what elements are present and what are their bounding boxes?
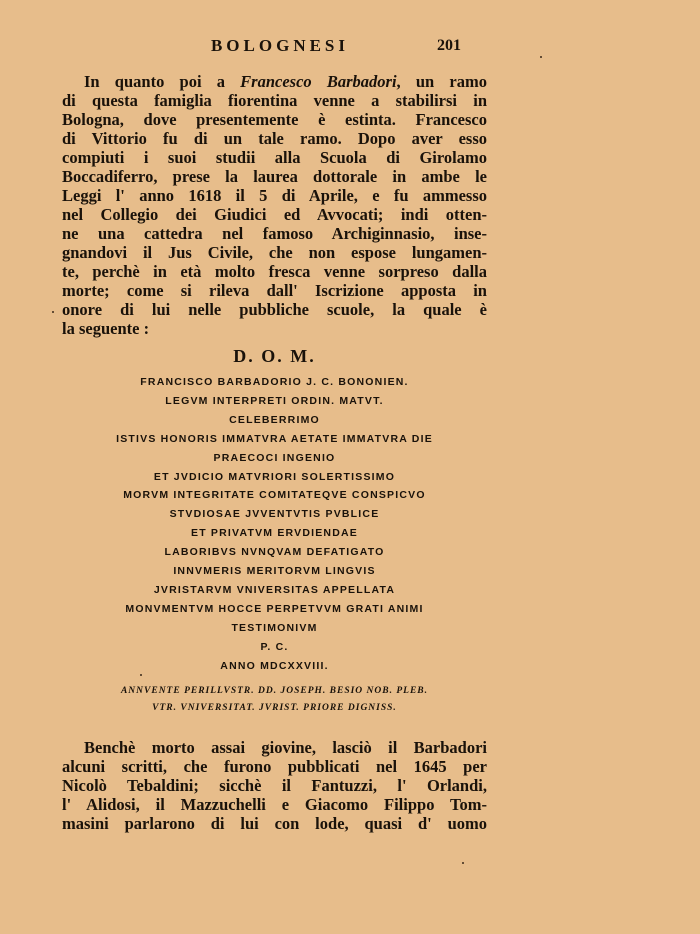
latin-inscription [62, 346, 487, 676]
text-line: In quanto poi a Francesco Barbadori, un ramo [84, 72, 487, 91]
inscription-line: ET JVDICIO MATVRIORI SOLERTISSIMO [153, 470, 396, 483]
subscript-line: VTR. VNIVERSITAT. JVRIST. PRIORE DIGNISS. [152, 703, 397, 713]
text-line: la seguente : [62, 319, 150, 338]
inscription-line: ANNO MDCXXVIII. [220, 659, 329, 672]
print-speck [540, 56, 542, 58]
text-line: compiuti i suoi studii alla Scuola di Girolamo [62, 148, 487, 167]
text-line: te, perchè in età molto fresca venne sorpreso dalla [62, 262, 487, 281]
inscription-line: MORVM INTEGRITATE COMITATEQVE CONSPICVO [123, 489, 426, 502]
inscription-subscript [62, 683, 487, 717]
text-line: Boccadiferro, prese la laurea dottorale in ambe le [62, 167, 487, 186]
page-number: 201 [437, 37, 461, 54]
text-line: ne una cattedra nel famoso Archiginnasio, inse- [62, 224, 487, 243]
print-speck [52, 311, 54, 313]
text-line: di Vittorio fu di un tale ramo. Dopo aver esso [62, 129, 487, 148]
text-line: Bologna, dove presentemente è estinta. Francesco [62, 110, 487, 129]
inscription-heading: D. O. M. [233, 346, 316, 366]
paragraph-barbadori-intro [62, 72, 487, 338]
inscription-line: MONVMENTVM HOCCE PERPETVVM GRATI ANIMI [125, 602, 424, 615]
text-line: morte; come si rileva dall' Iscrizione apposta in [62, 281, 487, 300]
inscription-line: CELEBERRIMO [229, 413, 320, 426]
text-line: alcuni scritti, che furono pubblicati nel 1645 per [62, 757, 487, 776]
inscription-line: STVDIOSAE JVVENTVTIS PVBLICE [169, 508, 380, 521]
text-line: Benchè morto assai giovine, lasciò il Barbadori [84, 738, 487, 757]
paragraph-writings [62, 738, 487, 833]
inscription-line: INNVMERIS MERITORVM LINGVIS [173, 565, 376, 578]
text-line: di questa famiglia fiorentina venne a stabilirsi in [62, 91, 487, 110]
subscript-line: ANNVENTE PERILLVSTR. DD. JOSEPH. BESIO NOB. PLEB. [120, 686, 429, 696]
text-line: gnandovi il Jus Civile, che non espose lungamen- [62, 243, 487, 262]
running-title: BOLOGNESI [210, 36, 350, 55]
inscription-line: JVRISTARVM VNIVERSITAS APPELLATA [153, 583, 396, 596]
inscription-line: P. C. [260, 640, 289, 653]
inscription-line: LEGVM INTERPRETI ORDIN. MATVT. [165, 394, 384, 407]
text-line: l' Alidosi, il Mazzuchelli e Giacomo Filippo Tom- [62, 795, 487, 814]
text-line: Leggi l' anno 1618 il 5 di Aprile, e fu ammesso [62, 186, 487, 205]
print-speck [462, 862, 464, 864]
text-line: masini parlarono di lui con lode, quasi d' uomo [62, 814, 487, 833]
inscription-line: ISTIVS HONORIS IMMATVRA AETATE IMMATVRA DIE [116, 432, 433, 445]
inscription-line: TESTIMONIVM [231, 621, 318, 634]
text-line: onore di lui nelle pubbliche scuole, la quale è [62, 300, 487, 319]
inscription-line: FRANCISCO BARBADORIO J. C. BONONIEN. [140, 376, 409, 388]
print-speck [140, 674, 142, 676]
text-line: Nicolò Tebaldini; sicchè il Fantuzzi, l' Orlandi, [62, 776, 487, 795]
inscription-line: PRAECOCI INGENIO [213, 451, 336, 464]
inscription-line: LABORIBVS NVNQVAM DEFATIGATO [164, 546, 385, 559]
inscription-line: ET PRIVATVM ERVDIENDAE [190, 527, 358, 540]
text-line: nel Collegio dei Giudici ed Avvocati; indi otten- [62, 205, 487, 224]
